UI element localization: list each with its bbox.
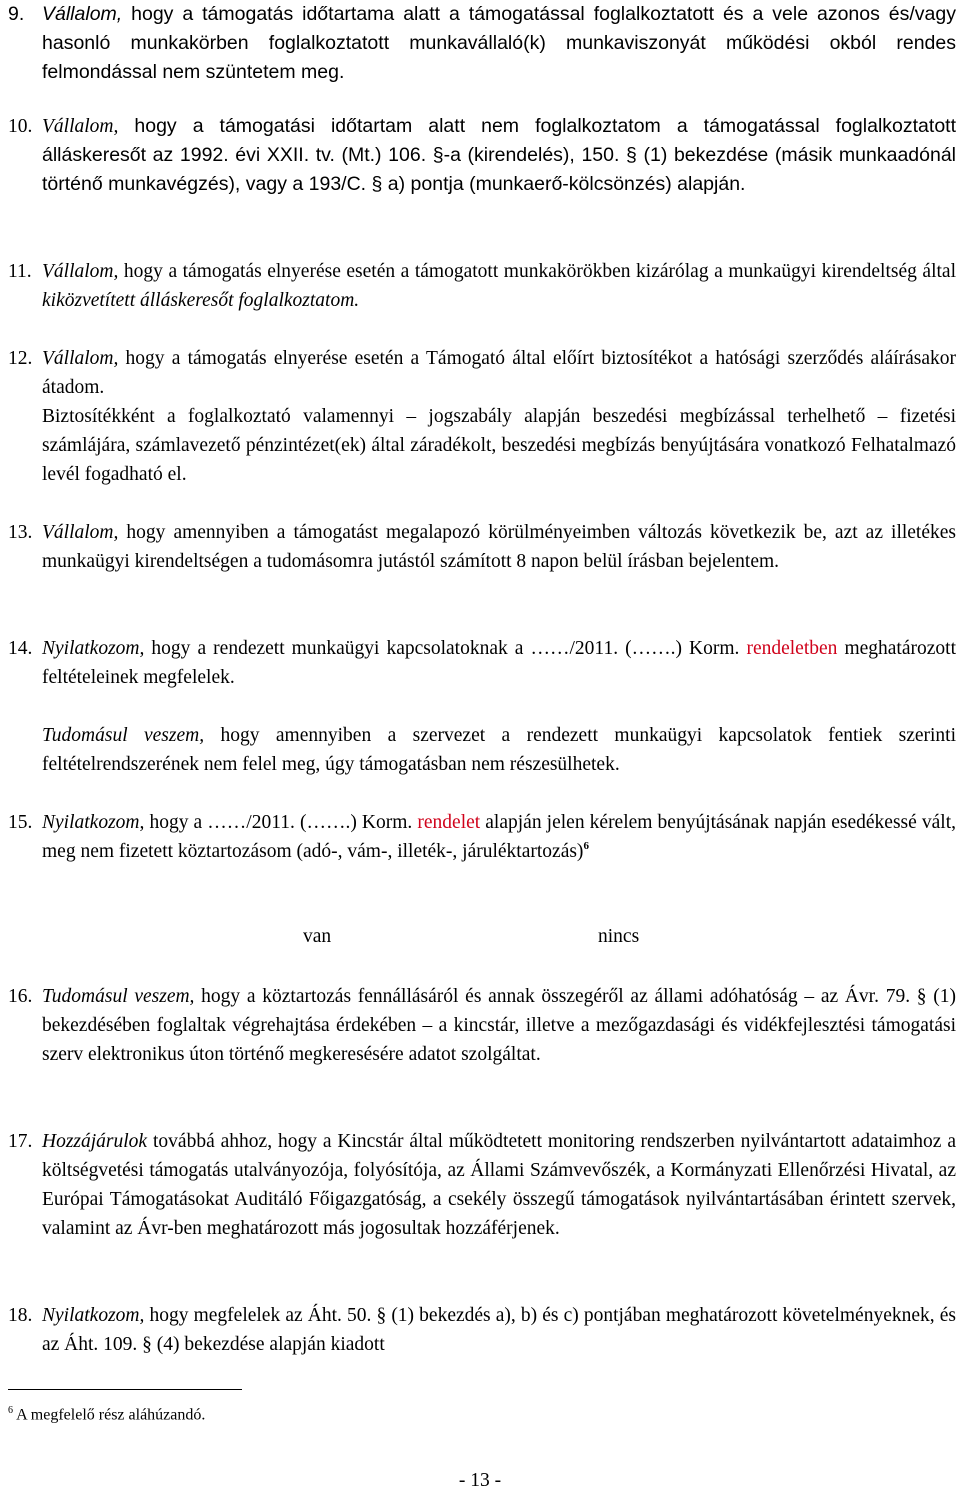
footnote-number: 6 <box>8 1405 13 1416</box>
item-lead: Nyilatkozom, <box>42 1305 145 1326</box>
list-item-18 <box>8 1301 956 1359</box>
footnote-text: A megfelelő rész aláhúzandó. <box>13 1406 206 1424</box>
list-item-14 <box>8 634 956 692</box>
item-number: 11. <box>8 261 32 282</box>
item-text: hogy a támogatás elnyerése esetén a támogatott munkakörökben kizárólag a munkaügyi kirendeltség által <box>118 261 956 282</box>
item-lead: Vállalom, <box>42 261 119 282</box>
footnote-divider <box>8 1389 242 1390</box>
page-number: - 13 - <box>458 1470 502 1491</box>
item-number: 18. <box>8 1305 33 1326</box>
item-italic-tail: kiközvetített álláskeresőt foglalkoztatom. <box>42 290 360 311</box>
footnote <box>8 1400 205 1426</box>
item-lead: Vállalom, <box>42 522 119 543</box>
item-lead: Vállalom, <box>42 348 119 369</box>
item-number: 13. <box>8 522 33 543</box>
item-number: 17. <box>8 1131 33 1152</box>
item-number: 9. <box>8 3 25 25</box>
item-number: 10. <box>8 116 33 137</box>
list-item-17 <box>8 1127 956 1243</box>
choice-nincs[interactable]: nincs <box>598 926 640 947</box>
item-lead: Vállalom, <box>42 3 123 25</box>
item-number: 12. <box>8 348 33 369</box>
item-lead: Nyilatkozom, <box>42 812 145 833</box>
paragraph-text: hogy amennyiben a szervezet a rendezett munkaügyi kapcsolatok fentiek szerinti feltételrendszerének nem felel meg, úgy támogatásban nem részesülhetek. <box>42 725 957 775</box>
item-text: hogy a támogatási időtartam alatt nem foglalkoztatom a támogatással foglalkoztatott álláskeresőt az 1992. évi XXII. tv. (Mt.) 106. §-a (kirendelés), 150. § (1) bekezdése (másik munkaadónál történő munkavégzés), vagy a 193/C. § a) pontja (munkaerő-kölcsönzés) alapján. <box>42 115 956 195</box>
list-item-9 <box>8 0 956 87</box>
item-number: 14. <box>8 638 33 659</box>
item-text: hogy a támogatás elnyerése esetén a Támogató által előírt biztosítékot a hatósági szerződés aláírásakor átadom. <box>42 348 956 398</box>
paragraph-guarantee: Biztosítékként a foglalkoztató valamennyi – jogszabály alapján beszedési megbízással terhelhető – fizetési számlájára, számlavezető pénzintézet(ek) által záradékolt, beszedési megbízás benyújtására vonatkozó Felhatalmazó levél fogadható el. <box>42 406 956 485</box>
item-text-2: alapján jelen kérelem benyújtásának napján esedékessé vált, meg nem fizetett köztartozásom (adó-, vám-, illeték-, járuléktartozás) <box>42 812 956 862</box>
paragraph-lead: Tudomásul veszem, <box>42 725 205 746</box>
paragraph-acknowledge <box>42 721 956 779</box>
item-text-2: meghatározott feltételeinek megfelelek. <box>42 638 956 688</box>
footnote-ref: 6 <box>583 840 589 852</box>
item-text: hogy amennyiben a támogatást megalapozó körülményeimben változás következik be, azt az illetékes munkaügyi kirendeltségen a tudomásomra jutástól számított 8 napon belül írásban bejelentem. <box>42 522 956 572</box>
item-text: hogy a támogatás időtartama alatt a támogatással foglalkoztatott és a vele azonos és/vagy hasonló munkakörben foglalkoztatott munkavállaló(k) munkaviszonyát működési okból rendes felmondással nem szüntetem meg. <box>42 3 956 83</box>
item-number: 16. <box>8 986 33 1007</box>
list-item-11 <box>8 257 956 315</box>
choice-van[interactable]: van <box>303 926 332 947</box>
item-text: hogy a köztartozás fennállásáról és annak összegéről az állami adóhatóság – az Ávr. 79. § (1) bekezdésében foglaltak végrehajtása érdekében – a kincstár, illetve a mezőgazdasági és vidékfejlesztési támogatási szerv elektronikus úton történő megkeresésére adatot szolgáltat. <box>42 986 956 1065</box>
regulation-link: rendeletben <box>746 638 838 659</box>
regulation-link: rendelet <box>417 812 481 833</box>
item-lead: Hozzájárulok <box>42 1131 148 1152</box>
item-lead: Nyilatkozom, <box>42 638 145 659</box>
item-text: hogy megfelelek az Áht. 50. § (1) bekezdés a), b) és c) pontjában meghatározott követelményeknek, és az Áht. 109. § (4) bekezdése alapján kiadott <box>42 1305 956 1355</box>
item-text: hogy a ……/2011. (…….) Korm. <box>144 812 418 833</box>
list-item-13 <box>8 518 956 576</box>
item-number: 15. <box>8 812 33 833</box>
item-lead: Vállalom, <box>42 116 119 137</box>
list-item-10 <box>8 112 956 199</box>
item-text: továbbá ahhoz, hogy a Kincstár által működtetett monitoring rendszerben nyilvántartott adataimhoz a költségvetési támogatás utalványozója, folyósítója, az Állami Számvevőszék, a Kormányzati Ellenőrzési Hivatal, az Európai Támogatásokat Auditáló Főigazgatóság, a csekély összegű támogatások nyilvántartásában érintett szervek, valamint az Ávr-ben meghatározott más jogosultak hozzáférjenek. <box>42 1131 956 1239</box>
list-item-15 <box>8 808 956 866</box>
item-text: hogy a rendezett munkaügyi kapcsolatoknak a ……/2011. (…….) Korm. <box>144 638 747 659</box>
list-item-16 <box>8 982 956 1069</box>
item-lead: Tudomásul veszem, <box>42 986 195 1007</box>
list-item-12 <box>8 344 956 402</box>
